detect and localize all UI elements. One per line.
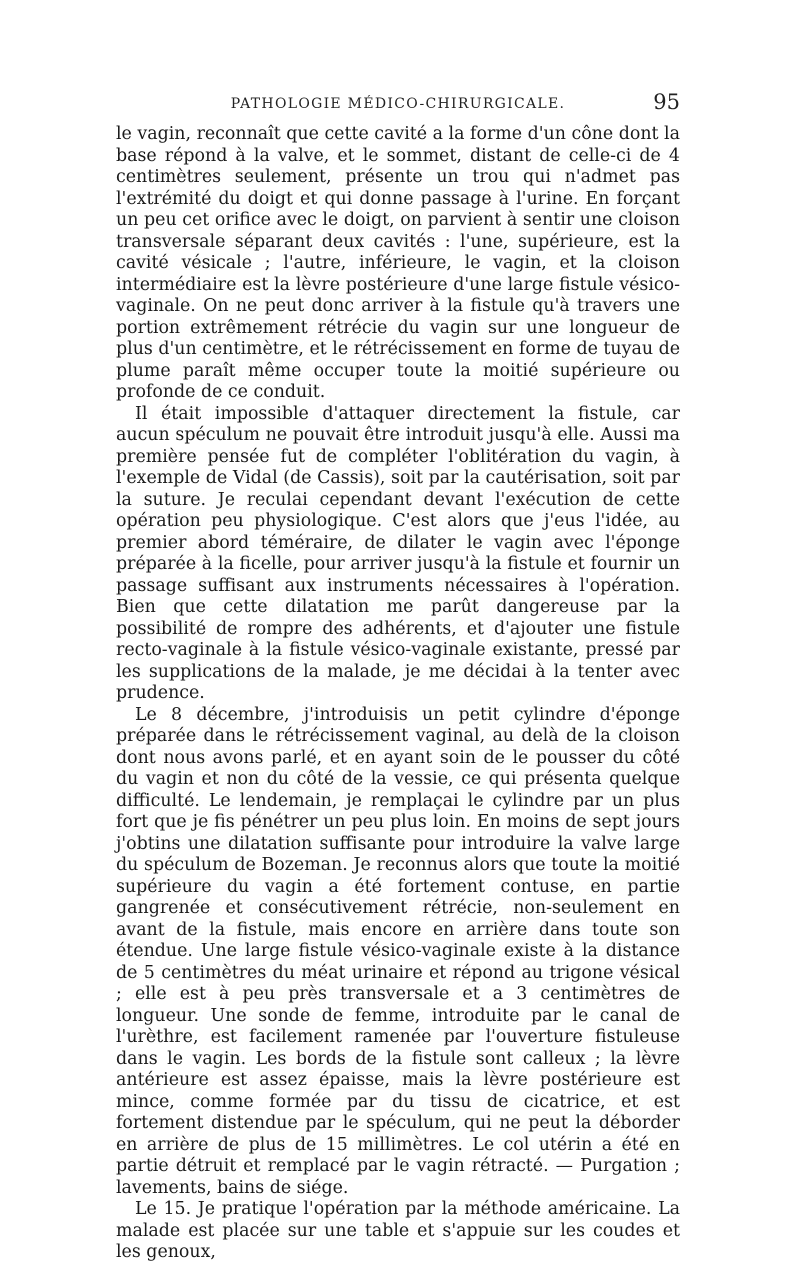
paragraph-fistula-approach: Il était impossible d'attaquer directement la fistule, car aucun spéculum ne pouvait être introduit jusqu'à elle. Aussi ma première pensée fut de compléter l'oblitération du vagin, à l'exemple de Vidal (de Cassis), soit par la cautérisation, soit par la suture. Je reculai cependant devant l'exécution de cette opération peu physiologique. C'est alors que j'eus l'idée, au premier abord téméraire, de dilater le vagin avec l'éponge préparée à la ficelle, pour arriver jusqu'à la fistule et fournir un passage suffisant aux instruments nécessaires à l'opération. Bien que cette dilatation me parût dangereuse par la possibilité de rompre des adhérents, et d'ajouter une fistule recto-vaginale à la fistule vésico-vaginale existante, pressé par les supplications de la malade, je me décidai à la tenter avec prudence. <box>116 403 680 703</box>
paragraph-day-15: Le 15. Je pratique l'opération par la méthode américaine. La malade est placée sur une table et s'appuie sur les coudes et les genoux, <box>116 1199 680 1262</box>
book-page <box>116 90 680 1264</box>
running-title: PATHOLOGIE MÉDICO-CHIRURGICALE. <box>230 96 566 112</box>
body-text <box>116 124 680 1264</box>
paragraph-continued: le vagin, reconnaît que cette cavité a la forme d'un cône dont la base répond à la valve, et le sommet, distant de celle-ci de 4 centimètres seulement, présente un trou qui n'admet pas l'extrémité du doigt et qui donne passage à l'urine. En forçant un peu cet orifice avec le doigt, on parvient à sentir une cloison transversale séparant deux cavités : l'une, supérieure, est la cavité vésicale ; l'autre, inférieure, le vagin, et la cloison intermédiaire est la lèvre postérieure d'une large fistule vésico-vaginale. On ne peut donc arriver à la fistule qu'à travers une portion extrêmement rétrécie du vagin sur une longueur de plus d'un centimètre, et le rétrécissement en forme de tuyau de plume paraît même occuper toute la moitié supérieure ou profonde de ce conduit. <box>116 124 680 402</box>
page-number: 95 <box>653 90 680 114</box>
paragraph-december-8: Le 8 décembre, j'introduisis un petit cylindre d'éponge préparée dans le rétrécissement vaginal, au delà de la cloison dont nous avons parlé, et en ayant soin de le pousser du côté du vagin et non du côté de la vessie, ce qui présenta quelque difficulté. Le lendemain, je remplaçai le cylindre par un plus fort que je fis pénétrer un peu plus loin. En moins de sept jours j'obtins une dilatation suffisante pour introduire la valve large du spéculum de Bozeman. Je reconnus alors que toute la moitié supérieure du vagin a été fortement contuse, en partie gangrenée et consécutivement rétrécie, non-seulement en avant de la fistule, mais encore en arrière dans toute son étendue. Une large fistule vésico-vaginale existe à la distance de 5 centimètres du méat urinaire et répond au trigone vésical ; elle est à peu près transversale et a 3 centimètres de longueur. Une sonde de femme, introduite par le canal de l'urèthre, est facilement ramenée par l'ouverture fistuleuse dans le vagin. Les bords de la fistule sont calleux ; la lèvre antérieure est assez épaisse, mais la lèvre postérieure est mince, comme formée par du tissu de cicatrice, et est fortement distendue par le spéculum, qui ne peut la déborder en arrière de plus de 15 millimètres. Le col utérin a été en partie détruit et remplacé par le vagin rétracté. — Purgation ; lavements, bains de siége. <box>116 704 680 1198</box>
running-head <box>116 90 680 124</box>
